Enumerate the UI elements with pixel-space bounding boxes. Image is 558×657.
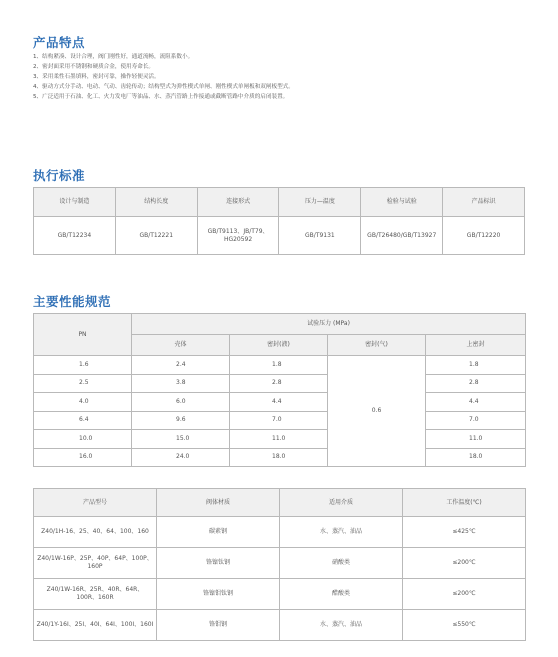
- table-row: [34, 411, 526, 430]
- standards-value-cell: GB/T12220: [443, 217, 525, 255]
- model-cell: Z40/1W-16P、25P、40P、64P、100P、160P: [34, 548, 157, 579]
- media-table: [33, 488, 526, 641]
- table-row: [34, 374, 526, 393]
- table-row: [34, 430, 526, 449]
- feature-item: 4、驱动方式分手动、电动、气动、齿轮传动；结构型式为弹性楔式单闸、刚性楔式单闸板和双闸板型式。: [33, 84, 294, 90]
- feature-item: 5、广泛适用于石油、化工、火力发电厂等油品、水、蒸汽管路上作接通或截断管路中介质的启闭装置。: [33, 94, 289, 100]
- medium-header: 适用介质: [280, 489, 403, 517]
- gas-seal-cell: 0.6: [328, 356, 426, 467]
- standards-value-cell: GB/T12234: [34, 217, 116, 255]
- medium-cell: 醋酸类: [280, 579, 403, 610]
- upper-seal-cell: 1.8: [426, 356, 526, 375]
- standards-header-cell: 压力—温度: [279, 188, 361, 217]
- liquid-seal-cell: 7.0: [230, 411, 328, 430]
- pn-header: PN: [34, 314, 132, 356]
- medium-cell: 硝酸类: [280, 548, 403, 579]
- liquid-seal-cell: 18.0: [230, 448, 328, 467]
- feature-item: 3、采用柔性石墨填料，密封可靠，操作轻便灵活。: [33, 74, 160, 80]
- table-row: [34, 393, 526, 412]
- features-title: 产品特点: [33, 35, 86, 50]
- temperature-cell: ≤550℃: [403, 610, 526, 641]
- shell-cell: 2.4: [132, 356, 230, 375]
- shell-header: 壳体: [132, 335, 230, 356]
- shell-cell: 24.0: [132, 448, 230, 467]
- upper-seal-cell: 2.8: [426, 374, 526, 393]
- pn-cell: 2.5: [34, 374, 132, 393]
- gas-seal-header: 密封(气): [328, 335, 426, 356]
- model-cell: Z40/1Y-16I、25I、40I、64I、100I、160I: [34, 610, 157, 641]
- standards-value-cell: GB/T26480/GB/T13927: [361, 217, 443, 255]
- performance-table: [33, 313, 526, 467]
- table-row: [34, 579, 526, 610]
- model-cell: Z40/1H-16、25、40、64、100、160: [34, 517, 157, 548]
- upper-seal-cell: 18.0: [426, 448, 526, 467]
- material-cell: 碳素钢: [157, 517, 280, 548]
- standards-header-row: [34, 188, 525, 217]
- model-header: 产品型号: [34, 489, 157, 517]
- standards-table: [33, 187, 525, 255]
- material-cell: 铬镍钛钢: [157, 548, 280, 579]
- upper-seal-header: 上密封: [426, 335, 526, 356]
- table-row: [34, 610, 526, 641]
- liquid-seal-cell: 2.8: [230, 374, 328, 393]
- standards-value-cell: GB/T12221: [115, 217, 197, 255]
- feature-item: 1、结构紧凑、设计合理，阀门刚性好，通道流畅，流阻系数小。: [33, 54, 194, 60]
- standards-header-cell: 连接形式: [197, 188, 279, 217]
- table-row: [34, 448, 526, 467]
- liquid-seal-cell: 1.8: [230, 356, 328, 375]
- temperature-cell: ≤425℃: [403, 517, 526, 548]
- table-row: [34, 517, 526, 548]
- pn-cell: 4.0: [34, 393, 132, 412]
- shell-cell: 3.8: [132, 374, 230, 393]
- standards-value-cell: GB/T9131: [279, 217, 361, 255]
- pressure-header: 试验压力 (MPa): [132, 314, 526, 335]
- performance-title: 主要性能规范: [33, 294, 112, 309]
- table-row: [34, 548, 526, 579]
- pn-cell: 16.0: [34, 448, 132, 467]
- material-cell: 铬镍钼钛钢: [157, 579, 280, 610]
- shell-cell: 6.0: [132, 393, 230, 412]
- pn-cell: 1.6: [34, 356, 132, 375]
- temperature-header: 工作温度(℃): [403, 489, 526, 517]
- pn-cell: 6.4: [34, 411, 132, 430]
- features-list: [33, 52, 294, 102]
- upper-seal-cell: 4.4: [426, 393, 526, 412]
- upper-seal-cell: 11.0: [426, 430, 526, 449]
- temperature-cell: ≤200℃: [403, 579, 526, 610]
- performance-header-row: [34, 314, 526, 335]
- liquid-seal-cell: 11.0: [230, 430, 328, 449]
- standards-header-cell: 结构长度: [115, 188, 197, 217]
- liquid-seal-header: 密封(液): [230, 335, 328, 356]
- shell-cell: 15.0: [132, 430, 230, 449]
- standards-value-cell: GB/T9113、JB/T79、HG20592: [197, 217, 279, 255]
- medium-cell: 水、蒸汽、油品: [280, 610, 403, 641]
- standards-title: 执行标准: [33, 168, 86, 183]
- standards-header-cell: 产品标识: [443, 188, 525, 217]
- standards-value-row: [34, 217, 525, 255]
- standards-header-cell: 设计与制造: [34, 188, 116, 217]
- standards-header-cell: 检验与试验: [361, 188, 443, 217]
- feature-item: 2、密封面采用不锈钢和硬质合金，使用寿命长。: [33, 64, 155, 70]
- temperature-cell: ≤200℃: [403, 548, 526, 579]
- liquid-seal-cell: 4.4: [230, 393, 328, 412]
- medium-cell: 水、蒸汽、油品: [280, 517, 403, 548]
- media-header-row: [34, 489, 526, 517]
- shell-cell: 9.6: [132, 411, 230, 430]
- pn-cell: 10.0: [34, 430, 132, 449]
- material-cell: 铬钼钢: [157, 610, 280, 641]
- table-row: [34, 356, 526, 375]
- model-cell: Z40/1W-16R、25R、40R、64R、100R、160R: [34, 579, 157, 610]
- upper-seal-cell: 7.0: [426, 411, 526, 430]
- material-header: 阀体材质: [157, 489, 280, 517]
